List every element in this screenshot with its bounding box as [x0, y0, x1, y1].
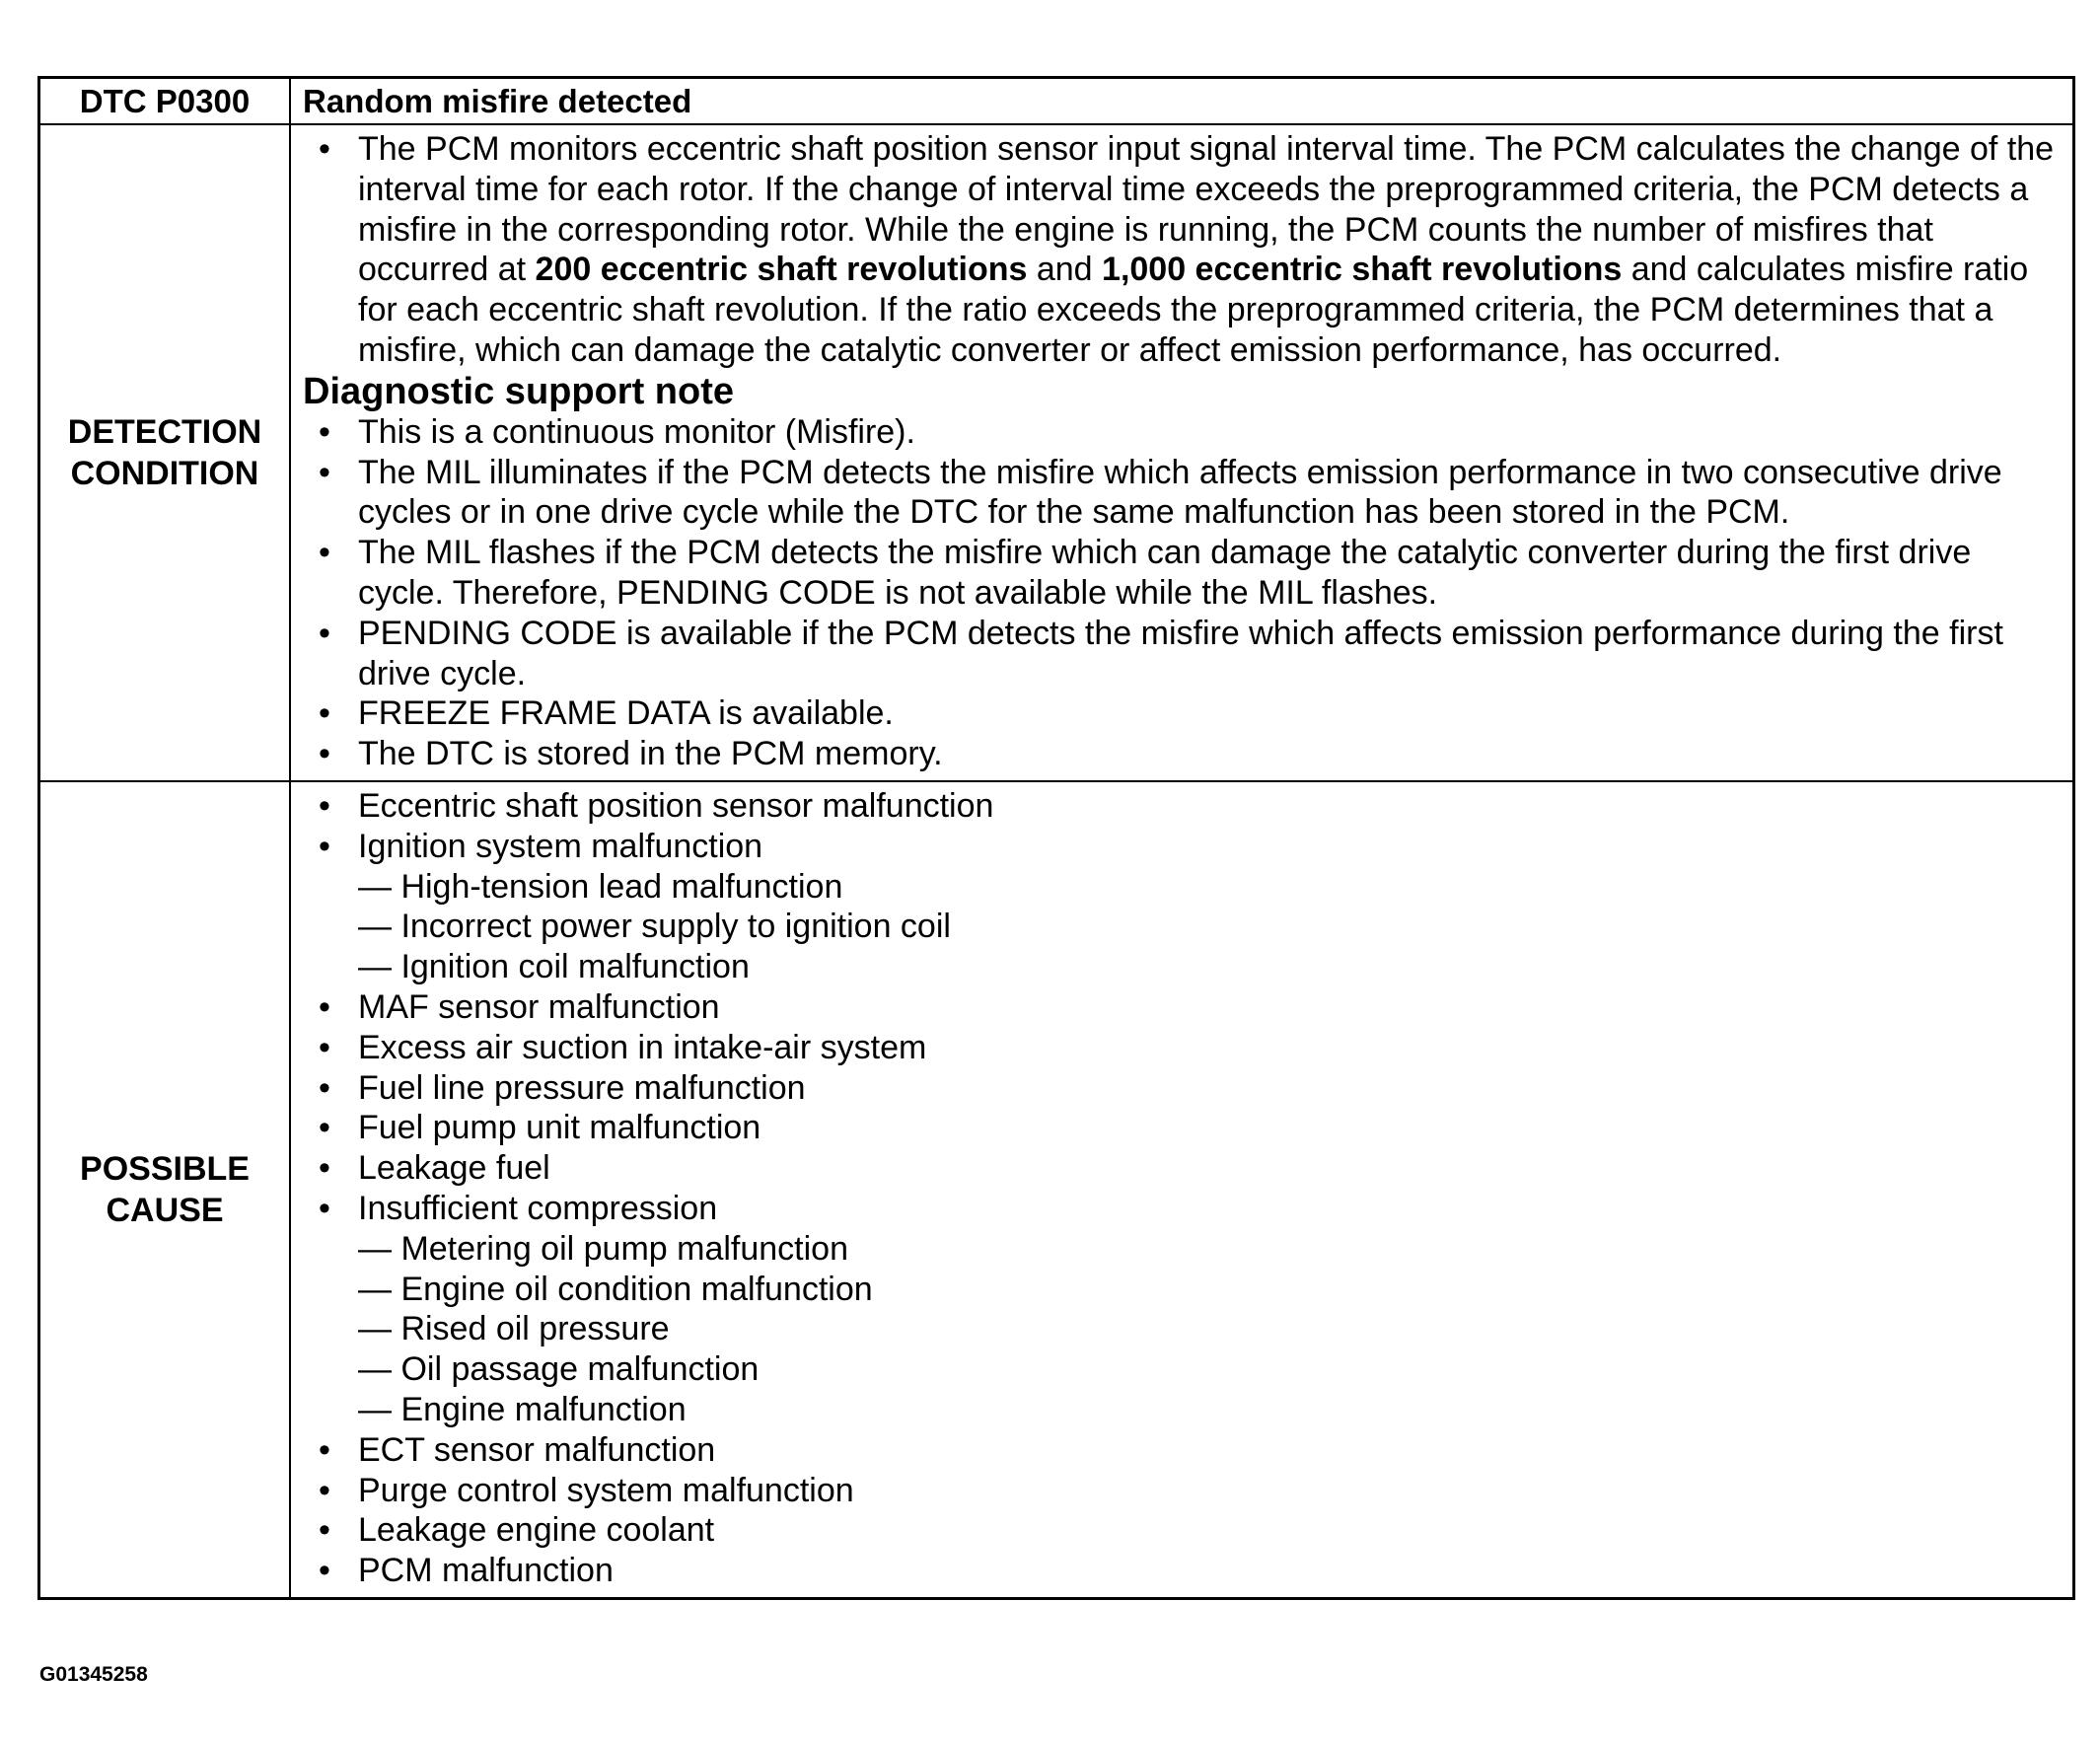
header-row [40, 79, 2072, 123]
cause-item: • Insufficient compression [303, 1189, 2064, 1229]
cause-item: • Excess air suction in intake-air system [303, 1028, 2064, 1068]
support-note: • The DTC is stored in the PCM memory. [303, 734, 2064, 774]
detection-condition-label: DETECTION CONDITION [40, 125, 291, 780]
cause-sub-item: — Ignition coil malfunction [358, 948, 750, 986]
detection-condition-row [40, 123, 2072, 780]
cause-item: • Leakage fuel [303, 1148, 2064, 1189]
cause-sub-item: — Engine oil condition malfunction [358, 1270, 873, 1308]
dtc-table [37, 76, 2075, 1600]
support-notes-list [303, 412, 2064, 774]
revolutions-200: 200 eccentric shaft revolutions [535, 251, 1028, 289]
support-note: • The MIL illuminates if the PCM detects the misfire which affects emission performance in two consecutive drive cycles or in one drive cycle while the DTC for the same malfunction has been stored in the PCM. [303, 453, 2064, 534]
cause-item: • Fuel pump unit malfunction [303, 1108, 2064, 1148]
detection-description: • The PCM monitors eccentric shaft position sensor input signal interval time. The PCM calculates the change of the interval time for each rotor. If the change of interval time exceeds the preprogrammed criteria, the PCM detects a misfire in the corresponding rotor. While the engine is running, the PCM counts the number of misfires that occurred at 200 eccentric shaft revolutions and 1,000 eccentric shaft revolutions and calculates misfire ratio for each eccentric shaft revolution. If the ratio exceeds the preprogrammed criteria, the PCM determines that a misfire, which can damage the catalytic converter or affect emission performance, has occurred. [303, 129, 2064, 371]
possible-cause-label: POSSIBLE CAUSE [40, 782, 291, 1597]
support-note: • PENDING CODE is available if the PCM detects the misfire which affects emission performance during the first drive cycle. [303, 614, 2064, 694]
cause-item: • Ignition system malfunction [303, 827, 2064, 867]
cause-item: • PCM malfunction [303, 1551, 2064, 1591]
support-note: • This is a continuous monitor (Misfire). [303, 412, 2064, 453]
cause-item: • Eccentric shaft position sensor malfunction [303, 786, 2064, 827]
dtc-code: DTC P0300 [40, 79, 291, 123]
cause-sub-item: — Oil passage malfunction [358, 1350, 760, 1389]
cause-item: • MAF sensor malfunction [303, 987, 2064, 1028]
cause-sub-item: — Incorrect power supply to ignition coil [358, 908, 951, 946]
cause-list [303, 786, 2064, 867]
dtc-title: Random misfire detected [303, 83, 692, 119]
diagnostic-support-heading: Diagnostic support note [303, 370, 734, 412]
figure-id: G01345258 [39, 1663, 148, 1686]
support-note: • The MIL flashes if the PCM detects the misfire which can damage the catalytic converter during the first drive cycle. Therefore, PENDING CODE is not available while the MIL flashes. [303, 533, 2064, 614]
cause-sub-item: — Rised oil pressure [358, 1310, 670, 1348]
cause-sub-item: — Metering oil pump malfunction [358, 1229, 849, 1268]
cause-item: • Purge control system malfunction [303, 1471, 2064, 1511]
cause-item: • ECT sensor malfunction [303, 1430, 2064, 1471]
cause-sub-item: — Engine malfunction [358, 1390, 687, 1428]
possible-cause-content [291, 782, 2072, 1597]
possible-cause-row [40, 780, 2072, 1597]
revolutions-1000: 1,000 eccentric shaft revolutions [1102, 251, 1623, 289]
cause-item: • Fuel line pressure malfunction [303, 1068, 2064, 1109]
cause-list [303, 987, 2064, 1229]
detection-condition-content [291, 125, 2072, 780]
cause-sub-item: — High-tension lead malfunction [358, 867, 843, 906]
cause-item: • Leakage engine coolant [303, 1510, 2064, 1551]
support-note: • FREEZE FRAME DATA is available. [303, 693, 2064, 734]
cause-list [303, 1430, 2064, 1591]
